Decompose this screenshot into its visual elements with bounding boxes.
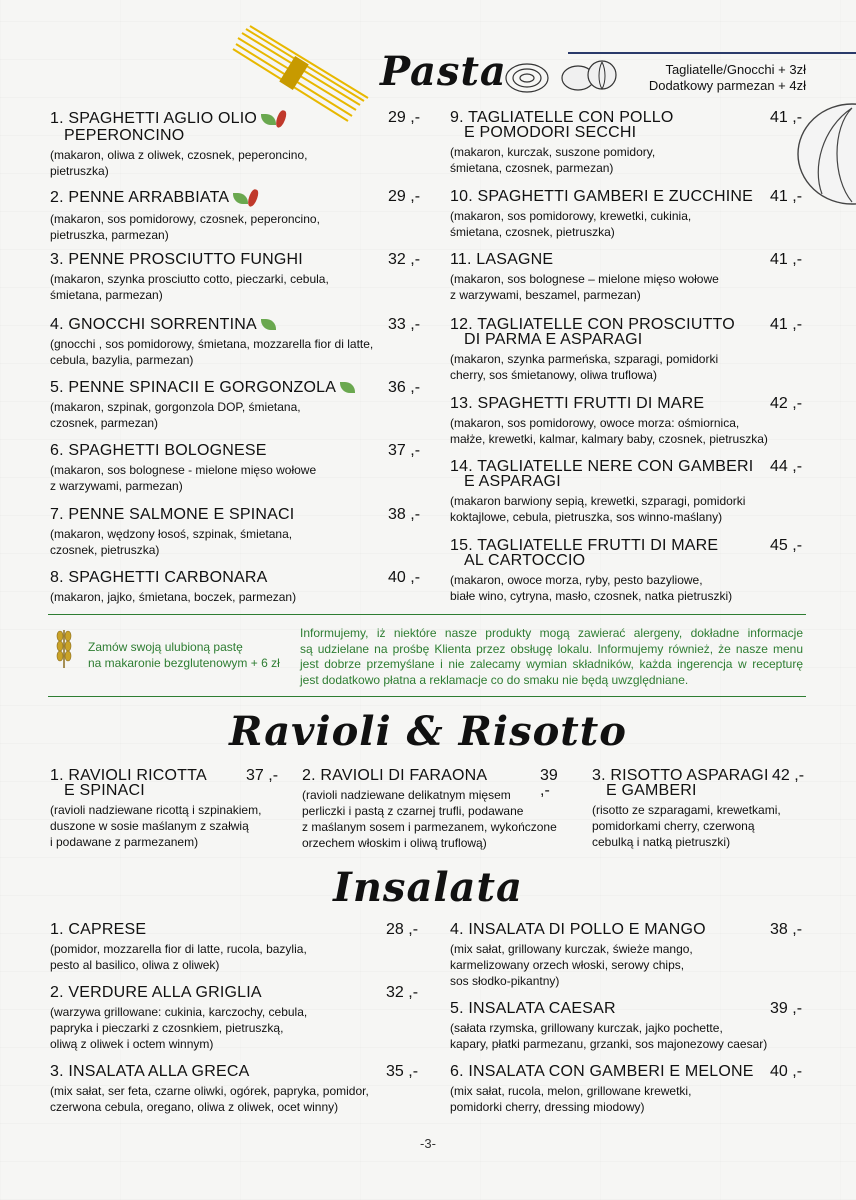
item-description-line: (makaron barwiony sepią, krewetki, szparagi, pomidorki <box>450 494 746 508</box>
item-price: 44 ,- <box>770 458 803 475</box>
item-description <box>450 1020 806 1052</box>
item-price: 32 ,- <box>388 251 421 268</box>
item-name-continued: E POMODORI SECCHI <box>464 124 637 141</box>
item-description-line: pietruszka) <box>50 164 109 178</box>
item-price: 40 ,- <box>388 569 421 586</box>
item-name <box>50 110 425 143</box>
item-description-line: białe wino, cytryna, masło, czosnek, natka pietruszki) <box>450 589 733 603</box>
item-price: 36 ,- <box>388 379 421 396</box>
item-name-text: 7. PENNE SALMONE E SPINACI <box>50 506 295 523</box>
item-description-line: z maślanym sosem i parmezanem, wykończone <box>302 820 557 834</box>
item-description <box>50 336 425 368</box>
item-name-text: 15. TAGLIATELLE FRUTTI DI MARE <box>450 537 719 554</box>
item-description-line: pomidorki cherry, dressing miodowy) <box>450 1100 645 1114</box>
item-description-line: śmietana, parmezan) <box>50 288 163 302</box>
notice-bottom-divider <box>48 696 806 697</box>
item-description <box>450 271 806 303</box>
item-description-line: cherry, sos śmietanowy, oliwa truflowa) <box>450 368 657 382</box>
menu-item <box>50 507 425 558</box>
menu-item <box>50 1064 425 1115</box>
item-description-line: cebula, bazylia, parmezan) <box>50 353 194 367</box>
item-description <box>50 589 425 605</box>
item-name <box>450 1001 806 1016</box>
item-description-line: (ravioli nadziewane delikatnym mięsem <box>302 788 511 802</box>
item-description-line: (warzywa grillowane: cukinia, karczochy, cebula, <box>50 1005 308 1019</box>
item-name-text: 1. RAVIOLI RICOTTA <box>50 767 207 784</box>
item-description <box>50 462 425 494</box>
item-name-text: 6. INSALATA CON GAMBERI E MELONE <box>450 1063 754 1080</box>
gluten-free-line-1: Zamów swoją ulubioną pastę <box>88 640 243 654</box>
item-description-line: czerwona cebula, oregano, oliwa z oliwek, ocet winny) <box>50 1100 339 1114</box>
menu-item <box>50 110 425 179</box>
item-name-text: 9. TAGLIATELLE CON POLLO <box>450 109 674 126</box>
item-description-line: małże, krewetki, kalmar, kalmary baby, czosnek, pietruszka) <box>450 432 768 446</box>
spicy-chili-icon <box>246 188 260 208</box>
item-name-text: 2. RAVIOLI DI FARAONA <box>302 767 488 784</box>
allergen-line-1: Informujemy, iż niektóre nasze produkty mogą zawierać alergeny, dokładne informacje <box>300 626 803 640</box>
item-description-line: koktajlowe, cebula, pietruszka, sos winno-maślany) <box>450 510 723 524</box>
item-name <box>50 443 425 458</box>
item-name-text: 1. SPAGHETTI AGLIO OLIO <box>50 110 258 128</box>
item-name <box>50 922 425 937</box>
item-name-continued: E ASPARAGI <box>464 473 561 490</box>
item-description <box>50 1083 425 1115</box>
menu-item <box>50 922 425 973</box>
item-description-line: (risotto ze szparagami, krewetkami, <box>592 803 781 817</box>
item-price: 39 ,- <box>770 1000 803 1017</box>
item-name-text: 12. TAGLIATELLE CON PROSCIUTTO <box>450 316 735 333</box>
ravioli-risotto-heading: Ravioli & Risotto <box>229 708 627 755</box>
item-description-line: (makaron, szpinak, gorgonzola DOP, śmietana, <box>50 400 301 414</box>
allergen-line-4: jest dodatkowo płatna a reklamacje co do smaku nie będą uwzględniane. <box>300 672 689 687</box>
item-name-text: 4. GNOCCHI SORRENTINA <box>50 316 257 333</box>
item-description-line: z warzywami, beszamel, parmezan) <box>450 288 641 302</box>
pasta-nest-icon <box>502 58 552 98</box>
item-description-line: czosnek, pietruszka) <box>50 543 160 557</box>
item-description-line: oliwą z oliwek i octem winnym) <box>50 1037 214 1051</box>
item-description-line: (mix sałat, ser feta, czarne oliwki, ogórek, papryka, pomidor, <box>50 1084 369 1098</box>
menu-item <box>50 570 425 605</box>
item-name-text: 6. SPAGHETTI BOLOGNESE <box>50 442 267 459</box>
item-description-line: śmietana, czosnek, parmezan) <box>450 161 614 175</box>
item-price: 28 ,- <box>386 921 419 938</box>
vegetarian-leaf-icon <box>233 193 248 204</box>
item-price: 33 ,- <box>388 316 421 333</box>
item-description-line: (makaron, sos bolognese - mielone mięso wołowe <box>50 463 317 477</box>
spicy-chili-icon <box>274 109 288 129</box>
item-description <box>50 271 425 303</box>
vegetarian-leaf-icon <box>261 319 276 330</box>
pasta-extra-parmezan: Dodatkowy parmezan + 4zł <box>648 78 806 93</box>
menu-item <box>50 189 425 243</box>
item-description-line: (makaron, sos pomidorowy, czosnek, peperoncino, <box>50 212 320 226</box>
menu-item <box>50 768 310 850</box>
item-description-line: (makaron, sos pomidorowy, owoce morza: ośmiornica, <box>450 416 740 430</box>
menu-item <box>450 252 806 303</box>
pasta-header-rule <box>568 52 856 54</box>
item-description-line: (makaron, kurczak, suszone pomidory, <box>450 145 656 159</box>
item-name <box>50 1064 425 1079</box>
item-price: 29 ,- <box>388 188 421 205</box>
item-name <box>302 768 562 783</box>
item-description-line: (makaron, jajko, śmietana, boczek, parmezan) <box>50 590 297 604</box>
gluten-free-note <box>88 639 280 671</box>
item-name-continued: DI PARMA E ASPARAGI <box>464 331 643 348</box>
item-name-text: 11. LASAGNE <box>450 251 554 268</box>
item-description-line: papryka i pieczarki z czosnkiem, pietruszką, <box>50 1021 284 1035</box>
item-description <box>50 147 425 179</box>
item-name-text: 13. SPAGHETTI FRUTTI DI MARE <box>450 395 705 412</box>
item-description-line: perliczki i pastą z czarnej trufli, podawane <box>302 804 524 818</box>
item-description <box>450 941 806 989</box>
gluten-free-line-2: na makaronie bezglutenowym + 6 zł <box>88 656 280 670</box>
item-description <box>450 415 806 447</box>
item-description-line: czosnek, parmezan) <box>50 416 159 430</box>
item-description <box>50 941 425 973</box>
item-description <box>450 144 806 176</box>
item-price: 37 ,- <box>388 442 421 459</box>
item-name-text: 10. SPAGHETTI GAMBERI E ZUCCHINE <box>450 188 754 205</box>
menu-item <box>450 396 806 447</box>
item-description-line: (makaron, wędzony łosoś, szpinak, śmietana, <box>50 527 293 541</box>
wheat-icon <box>52 626 76 670</box>
item-price: 45 ,- <box>770 537 803 554</box>
item-description-line: karmelizowany orzech włoski, serowy chips, <box>450 958 685 972</box>
item-description <box>50 526 425 558</box>
item-name <box>50 317 425 332</box>
item-name <box>450 317 806 347</box>
garlic-icon <box>558 58 622 92</box>
item-name-text: 5. PENNE SPINACII E GORGONZOLA <box>50 379 337 396</box>
item-price: 42 ,- <box>772 767 805 784</box>
item-name <box>450 459 806 489</box>
item-price: 38 ,- <box>388 506 421 523</box>
item-name-continued: AL CARTOCCIO <box>464 552 586 569</box>
vegetarian-leaf-icon <box>261 114 276 125</box>
menu-item <box>50 443 425 494</box>
item-description-line: (makaron, szynka prosciutto cotto, pieczarki, cebula, <box>50 272 329 286</box>
item-name <box>50 985 425 1000</box>
item-name <box>50 252 425 267</box>
menu-item <box>450 1001 806 1052</box>
item-name-text: 2. PENNE ARRABBIATA <box>50 189 230 207</box>
item-name <box>50 570 425 585</box>
menu-item <box>302 768 562 851</box>
item-price: 41 ,- <box>770 251 803 268</box>
item-name <box>592 768 852 798</box>
menu-item <box>50 985 425 1052</box>
item-name <box>450 1064 806 1079</box>
item-description-line: (pomidor, mozzarella fior di latte, rucola, bazylia, <box>50 942 307 956</box>
item-description-line: śmietana, czosnek, pietruszka) <box>450 225 615 239</box>
item-description <box>450 208 806 240</box>
item-description-line: cebulką i natką pietruszki) <box>592 835 731 849</box>
item-name-text: 2. VERDURE ALLA GRIGLIA <box>50 984 262 1001</box>
pasta-heading: Pasta <box>380 48 507 95</box>
item-description-line: (mix sałat, grillowany kurczak, świeże mango, <box>450 942 693 956</box>
item-description-line: (makaron, szynka parmeńska, szparagi, pomidorki <box>450 352 719 366</box>
item-description-line: orzechem włoskim i oliwą truflową) <box>302 836 487 850</box>
item-price: 29 ,- <box>388 109 421 126</box>
menu-item <box>592 768 852 850</box>
item-price: 40 ,- <box>770 1063 803 1080</box>
item-description-line: duszone w sosie maślanym z szałwią <box>50 819 249 833</box>
item-description-line: (makaron, oliwa z oliwek, czosnek, peperoncino, <box>50 148 308 162</box>
item-description-line: (makaron, sos pomidorowy, krewetki, cukinia, <box>450 209 692 223</box>
menu-item <box>450 1064 806 1115</box>
item-description-line: (ravioli nadziewane ricottą i szpinakiem, <box>50 803 262 817</box>
pasta-extra-tagliatelle: Tagliatelle/Gnocchi + 3zł <box>665 62 806 77</box>
item-price: 37 ,- <box>246 767 279 784</box>
item-description-line: (mix sałat, rucola, melon, grillowane krewetki, <box>450 1084 692 1098</box>
item-description-line: kapary, płatki parmezanu, grzanki, sos majonezowy caesar) <box>450 1037 768 1051</box>
menu-item <box>50 380 425 431</box>
menu-item <box>450 459 806 525</box>
item-name-continued: E GAMBERI <box>606 782 697 799</box>
vegetarian-leaf-icon <box>340 382 355 393</box>
item-name-text: 3. PENNE PROSCIUTTO FUNGHI <box>50 251 303 268</box>
item-price: 41 ,- <box>770 109 803 126</box>
item-description-line: pomidorkami cherry, czerwoną <box>592 819 755 833</box>
menu-item <box>450 110 806 176</box>
item-description-line: (makaron, owoce morza, ryby, pesto bazyliowe, <box>450 573 703 587</box>
item-name-text: 4. INSALATA DI POLLO E MANGO <box>450 921 706 938</box>
item-name-text: 3. RISOTTO ASPARAGI <box>592 767 769 784</box>
item-name-continued: E SPINACI <box>64 782 145 799</box>
item-price: 41 ,- <box>770 188 803 205</box>
item-name <box>50 507 425 522</box>
item-name-text: 1. CAPRESE <box>50 921 147 938</box>
item-price: 41 ,- <box>770 316 803 333</box>
item-description-line: pietruszka, parmezan) <box>50 228 169 242</box>
item-price: 38 ,- <box>770 921 803 938</box>
item-price: 39 ,- <box>540 767 558 799</box>
item-name <box>450 922 806 937</box>
item-name <box>450 189 806 204</box>
item-name <box>450 396 806 411</box>
menu-item <box>50 252 425 303</box>
menu-item <box>450 317 806 383</box>
item-description-line: sos słodko-pikantny) <box>450 974 560 988</box>
item-name-continued: PEPERONCINO <box>64 127 185 144</box>
item-price: 42 ,- <box>770 395 803 412</box>
menu-item <box>50 317 425 368</box>
insalata-heading: Insalata <box>333 864 523 911</box>
allergen-line-2: są udzielane na prośbę Klienta przez obsługę lokalu. Informujemy również, że nasze menu <box>300 641 803 656</box>
item-name <box>450 252 806 267</box>
item-description <box>50 802 310 850</box>
notice-top-divider <box>48 614 806 615</box>
item-price: 35 ,- <box>386 1063 419 1080</box>
item-price: 32 ,- <box>386 984 419 1001</box>
item-name-text: 5. INSALATA CAESAR <box>450 1000 616 1017</box>
item-description-line: (gnocchi , sos pomidorowy, śmietana, mozzarella fior di latte, <box>50 337 374 351</box>
item-description <box>302 787 562 851</box>
item-name <box>450 538 806 568</box>
item-description-line: z warzywami, parmezan) <box>50 479 183 493</box>
item-description <box>50 399 425 431</box>
item-name-text: 3. INSALATA ALLA GRECA <box>50 1063 250 1080</box>
item-name <box>50 189 425 207</box>
item-name <box>50 380 425 395</box>
item-description-line: (makaron, sos bolognese – mielone mięso wołowe <box>450 272 719 286</box>
item-description <box>450 572 806 604</box>
item-description <box>450 1083 806 1115</box>
item-name-text: 14. TAGLIATELLE NERE CON GAMBERI <box>450 458 754 475</box>
item-description <box>450 351 806 383</box>
item-description-line: pesto al basilico, oliwa z oliwek) <box>50 958 220 972</box>
menu-item <box>450 189 806 240</box>
menu-item <box>450 922 806 989</box>
item-description <box>50 1004 425 1052</box>
item-description-line: (sałata rzymska, grillowany kurczak, jajko pochette, <box>450 1021 723 1035</box>
item-description-line: i podawane z parmezanem) <box>50 835 199 849</box>
allergen-info <box>300 626 803 688</box>
item-description <box>50 211 425 243</box>
item-description <box>592 802 852 850</box>
allergen-line-3: jest dobrze przemyślane i nie zalecamy wymian składników, każda ingerencja w recepturę <box>300 657 803 671</box>
page-number: -3- <box>420 1136 436 1151</box>
item-name-text: 8. SPAGHETTI CARBONARA <box>50 569 268 586</box>
item-description <box>450 493 806 525</box>
menu-item <box>450 538 806 604</box>
item-name <box>450 110 806 140</box>
